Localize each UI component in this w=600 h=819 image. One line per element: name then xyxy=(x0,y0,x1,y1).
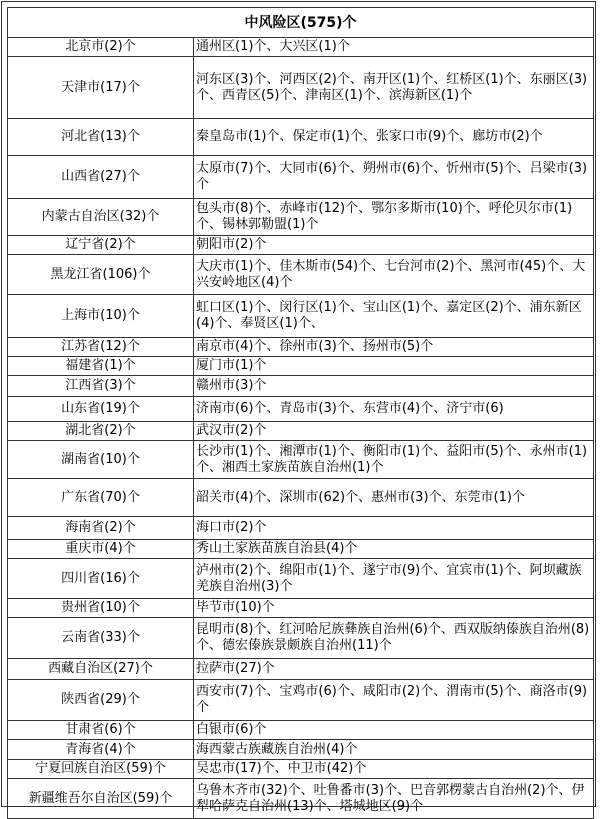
province-cell: 四川省(16)个 xyxy=(8,559,194,599)
province-cell: 内蒙古自治区(32)个 xyxy=(8,199,194,236)
table-row xyxy=(8,540,594,559)
district-detail-cell: 白银市(6)个 xyxy=(194,721,594,740)
table-row xyxy=(8,559,594,599)
district-detail-cell: 朝阳市(2)个 xyxy=(194,236,594,255)
table-row xyxy=(8,236,594,255)
table-title: 中风险区(575)个 xyxy=(8,8,594,38)
table-row xyxy=(8,199,594,236)
district-detail-cell: 昆明市(8)个、红河哈尼族彝族自治州(6)个、西双版纳傣族自治州(8)个、德宏傣族景颇族自治州(11)个 xyxy=(194,618,594,659)
table-row xyxy=(8,680,594,721)
province-cell: 黑龙江省(106)个 xyxy=(8,255,194,295)
district-detail-cell: 西安市(7)个、宝鸡市(6)个、咸阳市(2)个、渭南市(5)个、商洛市(9)个 xyxy=(194,680,594,721)
district-detail-cell: 海西蒙古族藏族自治州(4)个 xyxy=(194,740,594,760)
table-row xyxy=(8,156,594,199)
table-row xyxy=(8,517,594,540)
table-row xyxy=(8,376,594,397)
province-cell: 河北省(13)个 xyxy=(8,119,194,156)
province-cell: 湖南省(10)个 xyxy=(8,441,194,479)
province-cell: 青海省(4)个 xyxy=(8,740,194,760)
district-detail-cell: 厦门市(1)个 xyxy=(194,357,594,376)
district-detail-cell: 虹口区(1)个、闵行区(1)个、宝山区(1)个、嘉定区(2)个、浦东新区(4)个、奉贤区(1)个、 xyxy=(194,295,594,338)
province-cell: 山东省(19)个 xyxy=(8,397,194,422)
province-cell: 上海市(10)个 xyxy=(8,295,194,338)
table-row xyxy=(8,659,594,680)
table-row xyxy=(8,38,594,57)
province-cell: 重庆市(4)个 xyxy=(8,540,194,559)
province-cell: 云南省(33)个 xyxy=(8,618,194,659)
table-row xyxy=(8,119,594,156)
province-cell: 广东省(70)个 xyxy=(8,479,194,517)
province-cell: 辽宁省(2)个 xyxy=(8,236,194,255)
table-row xyxy=(8,397,594,422)
district-detail-cell: 拉萨市(27)个 xyxy=(194,659,594,680)
table-row xyxy=(8,599,594,618)
document-frame xyxy=(1,1,596,814)
province-cell: 江苏省(12)个 xyxy=(8,338,194,357)
district-detail-cell: 大庆市(1)个、佳木斯市(54)个、七台河市(2)个、黑河市(45)个、大兴安岭地区(4)个 xyxy=(194,255,594,295)
table-row xyxy=(8,57,594,119)
province-cell: 西藏自治区(27)个 xyxy=(8,659,194,680)
district-detail-cell: 包头市(8)个、赤峰市(12)个、鄂尔多斯市(10)个、呼伦贝尔市(1)个、锡林郭勒盟(1)个 xyxy=(194,199,594,236)
province-cell: 贵州省(10)个 xyxy=(8,599,194,618)
province-cell: 宁夏回族自治区(59)个 xyxy=(8,760,194,779)
district-detail-cell: 海口市(2)个 xyxy=(194,517,594,540)
province-cell: 新疆维吾尔自治区(59)个 xyxy=(8,779,194,819)
table-row xyxy=(8,338,594,357)
table-row xyxy=(8,779,594,819)
district-detail-cell: 泸州市(2)个、绵阳市(1)个、遂宁市(9)个、宜宾市(1)个、阿坝藏族羌族自治州(3)个 xyxy=(194,559,594,599)
district-detail-cell: 武汉市(2)个 xyxy=(194,422,594,441)
district-detail-cell: 太原市(7)个、大同市(6)个、朔州市(6)个、忻州市(5)个、吕梁市(3)个 xyxy=(194,156,594,199)
district-detail-cell: 韶关市(4)个、深圳市(62)个、惠州市(3)个、东莞市(1)个 xyxy=(194,479,594,517)
province-cell: 天津市(17)个 xyxy=(8,57,194,119)
province-cell: 湖北省(2)个 xyxy=(8,422,194,441)
district-detail-cell: 乌鲁木齐市(32)个、吐鲁番市(3)个、巴音郭楞蒙古自治州(2)个、伊犁哈萨克自治州(13)个、塔城地区(9)个 xyxy=(194,779,594,819)
province-cell: 山西省(27)个 xyxy=(8,156,194,199)
table-row xyxy=(8,295,594,338)
district-detail-cell: 赣州市(3)个 xyxy=(194,376,594,397)
table-row xyxy=(8,760,594,779)
district-detail-cell: 秀山土家族苗族自治县(4)个 xyxy=(194,540,594,559)
district-detail-cell: 南京市(4)个、徐州市(3)个、扬州市(5)个 xyxy=(194,338,594,357)
table-row xyxy=(8,255,594,295)
table-row xyxy=(8,721,594,740)
province-cell: 江西省(3)个 xyxy=(8,376,194,397)
table-row xyxy=(8,740,594,760)
province-cell: 甘肃省(6)个 xyxy=(8,721,194,740)
district-detail-cell: 秦皇岛市(1)个、保定市(1)个、张家口市(9)个、廊坊市(2)个 xyxy=(194,119,594,156)
district-detail-cell: 毕节市(10)个 xyxy=(194,599,594,618)
district-detail-cell: 吴忠市(17)个、中卫市(42)个 xyxy=(194,760,594,779)
table-row xyxy=(8,441,594,479)
district-detail-cell: 河东区(3)个、河西区(2)个、南开区(1)个、红桥区(1)个、东丽区(3)个、西青区(5)个、津南区(1)个、滨海新区(1)个 xyxy=(194,57,594,119)
district-detail-cell: 长沙市(1)个、湘潭市(1)个、衡阳市(1)个、益阳市(5)个、永州市(1)个、湘西土家族苗族自治州(1)个 xyxy=(194,441,594,479)
table-row xyxy=(8,618,594,659)
risk-area-table xyxy=(7,7,594,819)
province-cell: 陕西省(29)个 xyxy=(8,680,194,721)
table-row xyxy=(8,357,594,376)
table-row xyxy=(8,479,594,517)
province-cell: 海南省(2)个 xyxy=(8,517,194,540)
district-detail-cell: 济南市(6)个、青岛市(3)个、东营市(4)个、济宁市(6) xyxy=(194,397,594,422)
district-detail-cell: 通州区(1)个、大兴区(1)个 xyxy=(194,38,594,57)
table-title-row xyxy=(8,8,594,38)
table-row xyxy=(8,422,594,441)
province-cell: 北京市(2)个 xyxy=(8,38,194,57)
province-cell: 福建省(1)个 xyxy=(8,357,194,376)
